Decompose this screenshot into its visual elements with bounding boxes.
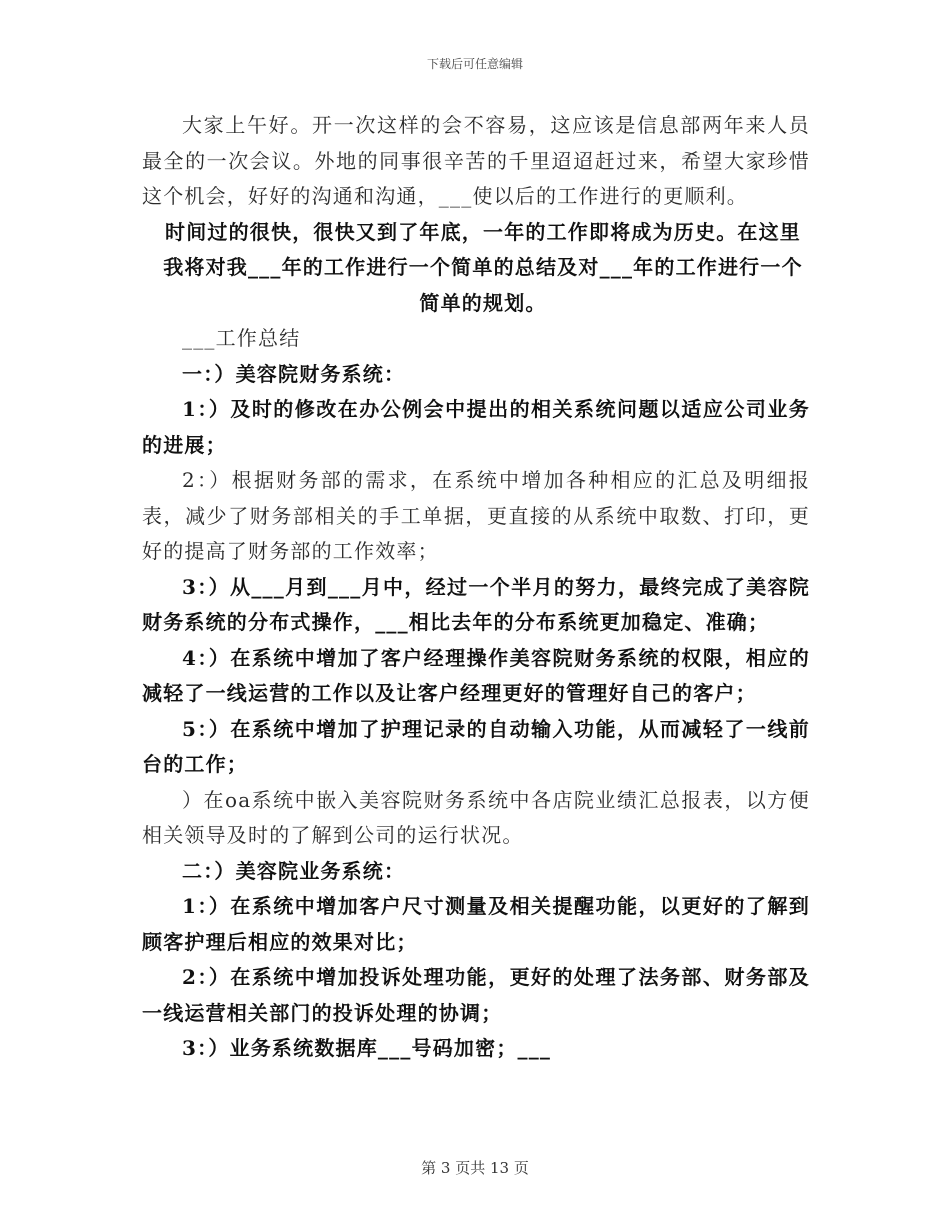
section-heading-summary: ___工作总结 [182,326,301,350]
list-item-business-1: 1：）在系统中增加客户尺寸测量及相关提醒功能，以更好的了解到顾客护理后相应的效果对比； [142,894,810,954]
list-item-finance-2: 2：）根据财务部的需求，在系统中增加各种相应的汇总及明细报表，减少了财务部相关的手工单据，更直接的从系统中取数、打印，更好的提高了财务部的工作效率； [142,468,810,563]
list-item-finance-4: 4：）在系统中增加了客户经理操作美容院财务系统的权限，相应的减轻了一线运营的工作以及让客户经理更好的管理好自己的客户； [142,645,810,705]
list-item-business-3: 3：）业务系统数据库___号码加密；___ [182,1036,552,1060]
section-heading-business-system: 二：）美容院业务系统： [182,858,406,883]
section-heading-finance-system: 一：）美容院财务系统： [182,361,406,386]
page-header: 下载后可任意编辑 [426,57,523,71]
paragraph-intro: 时间过的很快，很快又到了年底，一年的工作即将成为历史。在这里我将对我___年的工作进行一个简单的总结及对___年的工作进行一个简单的规划。 [163,219,803,315]
document-body [142,108,810,1067]
list-item-finance-6: ）在oa系统中嵌入美容院财务系统中各店院业绩汇总报表，以方便相关领导及时的了解到公司的运行状况。 [142,787,810,847]
page-footer: 第 3 页共 13 页 [421,1159,529,1177]
paragraph-greeting: 大家上午好。开一次这样的会不容易，这应该是信息部两年来人员最全的一次会议。外地的同事很辛苦的千里迢迢赶过来，希望大家珍惜这个机会，好好的沟通和沟通，___使以后的工作进行的更顺利。 [142,113,810,208]
list-item-finance-5: 5：）在系统中增加了护理记录的自动输入功能，从而减轻了一线前台的工作； [142,716,810,776]
list-item-finance-1: 1：）及时的修改在办公例会中提出的相关系统问题以适应公司业务的进展； [142,397,810,457]
list-item-finance-3: 3：）从___月到___月中，经过一个半月的努力，最终完成了美容院财务系统的分布式操作，___相比去年的分布系统更加稳定、准确； [142,574,810,634]
list-item-business-2: 2：）在系统中增加投诉处理功能，更好的处理了法务部、财务部及一线运营相关部门的投诉处理的协调； [142,965,810,1025]
